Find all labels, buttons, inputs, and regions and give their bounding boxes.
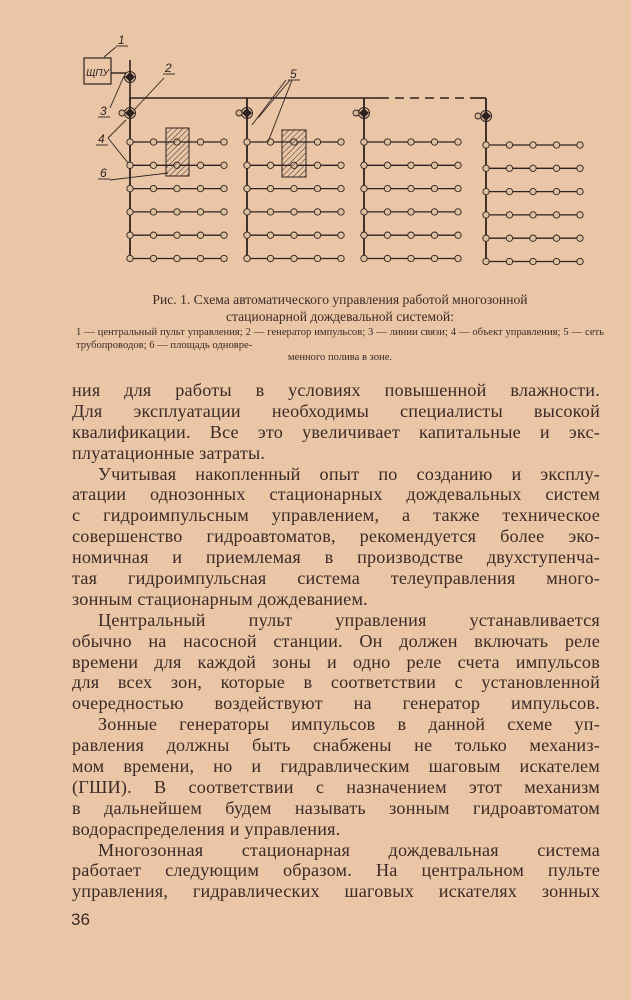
body-text — [72, 380, 600, 902]
sprinkler-icon — [455, 162, 461, 168]
sprinkler-icon — [361, 139, 367, 145]
callout-leader — [134, 78, 164, 110]
generator-icon — [481, 111, 491, 121]
text-line: (ГШИ). В соответствии с назначением этот механизм — [72, 776, 600, 797]
simultaneous-watering-area — [282, 130, 306, 177]
sprinkler-icon — [221, 255, 227, 261]
sprinkler-icon — [431, 255, 437, 261]
control-object-icon — [475, 113, 481, 119]
control-object-icon — [236, 110, 242, 116]
text-line: зонным стационарным дождеванием. — [72, 588, 368, 609]
sprinkler-icon — [267, 162, 273, 168]
sprinkler-icon — [455, 185, 461, 191]
text-line: тая гидроимпульсная система телеуправления много- — [72, 568, 600, 589]
callout-number: 3 — [100, 104, 107, 118]
sprinkler-icon — [455, 139, 461, 145]
text-line: для всех зон, которые в соответствии с установленной — [72, 672, 600, 693]
sprinkler-icon — [150, 255, 156, 261]
callout-leader — [108, 138, 128, 163]
sprinkler-icon — [174, 255, 180, 261]
generator-icon — [125, 72, 135, 82]
sprinkler-icon — [577, 188, 583, 194]
sprinkler-icon — [361, 232, 367, 238]
sprinkler-icon — [150, 209, 156, 215]
sprinkler-icon — [291, 255, 297, 261]
sprinkler-icon — [267, 209, 273, 215]
sprinkler-icon — [384, 255, 390, 261]
sprinkler-icon — [408, 139, 414, 145]
sprinkler-icon — [483, 212, 489, 218]
sprinkler-icon — [553, 188, 559, 194]
sprinkler-icon — [483, 188, 489, 194]
sprinkler-icon — [553, 258, 559, 264]
callout-leader — [110, 76, 124, 108]
sprinkler-icon — [314, 162, 320, 168]
sprinkler-icon — [291, 209, 297, 215]
sprinkler-icon — [530, 188, 536, 194]
sprinkler-icon — [361, 162, 367, 168]
text-line: управления, гидравлических шаговых искателях зонных — [72, 881, 600, 902]
figure-legend — [76, 327, 604, 365]
generator-icon — [242, 108, 252, 118]
sprinkler-icon — [361, 209, 367, 215]
sprinkler-icon — [408, 185, 414, 191]
sprinkler-icon — [244, 139, 250, 145]
callout-leader — [110, 173, 168, 180]
sprinkler-icon — [244, 209, 250, 215]
sprinkler-icon — [483, 142, 489, 148]
sprinkler-icon — [244, 255, 250, 261]
text-line: плуатационные затраты. — [72, 442, 266, 463]
sprinkler-icon — [221, 139, 227, 145]
control-panel-label: ЩПУ — [86, 68, 109, 79]
sprinkler-icon — [577, 142, 583, 148]
text-line: равления должны быть снабжены не только механиз- — [72, 735, 600, 756]
sprinkler-icon — [197, 139, 203, 145]
sprinkler-icon — [244, 162, 250, 168]
sprinkler-icon — [455, 209, 461, 215]
sprinkler-icon — [530, 165, 536, 171]
irrigation-scheme-figure — [0, 0, 631, 285]
sprinkler-icon — [197, 185, 203, 191]
sprinkler-icon — [384, 232, 390, 238]
callout-number: 6 — [100, 166, 107, 180]
sprinkler-icon — [530, 258, 536, 264]
sprinkler-icon — [150, 139, 156, 145]
sprinkler-icon — [221, 209, 227, 215]
sprinkler-icon — [267, 232, 273, 238]
text-line: Для эксплуатации необходимы специалисты высокой — [72, 400, 600, 421]
text-line: мом времени, но и гидравлическим шаговым искателем — [72, 756, 600, 777]
generator-icon — [359, 108, 369, 118]
callout-leader — [258, 80, 290, 118]
callout-number: 5 — [290, 67, 297, 81]
sprinkler-icon — [150, 232, 156, 238]
sprinkler-icon — [530, 235, 536, 241]
sprinkler-icon — [384, 162, 390, 168]
sprinkler-icon — [361, 255, 367, 261]
legend-text-end: менного полива в зоне. — [287, 352, 393, 363]
sprinkler-icon — [314, 139, 320, 145]
sprinkler-icon — [197, 255, 203, 261]
sprinkler-icon — [553, 142, 559, 148]
callout-number: 4 — [98, 132, 105, 146]
sprinkler-icon — [384, 139, 390, 145]
callout-leader — [108, 120, 126, 138]
sprinkler-icon — [530, 212, 536, 218]
page-number: 36 — [71, 910, 90, 929]
sprinkler-icon — [553, 235, 559, 241]
sprinkler-icon — [314, 209, 320, 215]
sprinkler-icon — [361, 185, 367, 191]
sprinkler-icon — [408, 255, 414, 261]
sprinkler-icon — [431, 162, 437, 168]
sprinkler-icon — [291, 232, 297, 238]
sprinkler-icon — [506, 165, 512, 171]
sprinkler-icon — [577, 235, 583, 241]
sprinkler-icon — [408, 162, 414, 168]
text-line: ния для работы в условиях повышенной влажности. — [72, 380, 600, 400]
sprinkler-icon — [530, 142, 536, 148]
sprinkler-icon — [483, 235, 489, 241]
control-object-icon — [119, 110, 125, 116]
sprinkler-icon — [127, 185, 133, 191]
sprinkler-icon — [553, 165, 559, 171]
sprinkler-icon — [431, 209, 437, 215]
callout-leader — [252, 80, 286, 125]
sprinkler-icon — [127, 139, 133, 145]
sprinkler-icon — [408, 232, 414, 238]
sprinkler-icon — [338, 209, 344, 215]
sprinkler-icon — [221, 162, 227, 168]
callout-leader — [104, 47, 116, 57]
text-line: Многозонная стационарная дождевальная система — [98, 839, 600, 860]
sprinkler-icon — [506, 258, 512, 264]
sprinkler-icon — [174, 185, 180, 191]
sprinkler-icon — [455, 255, 461, 261]
sprinkler-icon — [506, 235, 512, 241]
text-line: в дальнейшем будем называть зонным гидроавтоматом — [72, 797, 600, 818]
sprinkler-icon — [127, 209, 133, 215]
sprinkler-icon — [577, 258, 583, 264]
legend-text: 1 — центральный пульт управления; 2 — генератор импульсов; 3 — линии связи; 4 — объект управления; 5 — сеть трубопроводов; 6 — площадь одновре- — [76, 327, 604, 351]
sprinkler-icon — [197, 209, 203, 215]
sprinkler-icon — [577, 212, 583, 218]
sprinkler-icon — [314, 255, 320, 261]
sprinkler-icon — [150, 162, 156, 168]
sprinkler-icon — [314, 185, 320, 191]
caption-line: стационарной дождевальной системой: — [226, 309, 454, 324]
caption-line: Рис. 1. Схема автоматического управления работой многозонной — [152, 292, 528, 307]
sprinkler-icon — [338, 185, 344, 191]
text-line: с гидроимпульсным управлением, а также техническое — [72, 505, 600, 526]
figure-caption-title — [74, 291, 606, 325]
sprinkler-icon — [384, 185, 390, 191]
sprinkler-icon — [431, 185, 437, 191]
sprinkler-icon — [314, 232, 320, 238]
sprinkler-icon — [221, 185, 227, 191]
text-line: очередностью воздействуют на генератор импульсов. — [72, 693, 600, 714]
sprinkler-icon — [408, 209, 414, 215]
sprinkler-icon — [483, 165, 489, 171]
sprinkler-icon — [338, 232, 344, 238]
sprinkler-icon — [197, 162, 203, 168]
text-line: квалификации. Все это увеличивает капитальные и экс- — [72, 421, 600, 442]
sprinkler-icon — [127, 232, 133, 238]
text-line: номичная и приемлемая в производстве двухступенча- — [72, 547, 600, 568]
sprinkler-icon — [553, 212, 559, 218]
text-line: работает следующим образом. На центральном пульте — [72, 860, 600, 881]
sprinkler-icon — [338, 139, 344, 145]
sprinkler-icon — [244, 185, 250, 191]
sprinkler-icon — [291, 185, 297, 191]
sprinkler-icon — [506, 188, 512, 194]
sprinkler-icon — [384, 209, 390, 215]
sprinkler-icon — [506, 212, 512, 218]
text-line: совершенство гидроавтоматов, рекомендуется более эко- — [72, 526, 600, 547]
text-line: Зонные генераторы импульсов в данной схеме уп- — [98, 714, 600, 735]
text-line: Центральный пульт управления устанавливается — [98, 609, 600, 630]
sprinkler-icon — [221, 232, 227, 238]
sprinkler-icon — [267, 185, 273, 191]
sprinkler-icon — [127, 255, 133, 261]
sprinkler-icon — [506, 142, 512, 148]
sprinkler-icon — [197, 232, 203, 238]
sprinkler-icon — [431, 232, 437, 238]
sprinkler-icon — [244, 232, 250, 238]
generator-icon — [125, 108, 135, 118]
sprinkler-icon — [431, 139, 437, 145]
sprinkler-icon — [338, 162, 344, 168]
callout-number: 2 — [165, 61, 172, 75]
sprinkler-icon — [577, 165, 583, 171]
text-line: времени для каждой зоны и одно реле счета импульсов — [72, 651, 600, 672]
callout-number: 1 — [118, 33, 125, 47]
sprinkler-icon — [455, 232, 461, 238]
sprinkler-icon — [150, 185, 156, 191]
simultaneous-watering-area — [166, 128, 189, 176]
text-line: водораспределения и управления. — [72, 818, 341, 839]
text-line: Учитывая накопленный опыт по созданию и эксплу- — [98, 463, 600, 484]
text-line: атации однозонных стационарных дождевальных систем — [72, 484, 600, 505]
sprinkler-icon — [267, 255, 273, 261]
sprinkler-icon — [174, 232, 180, 238]
control-object-icon — [353, 110, 359, 116]
sprinkler-icon — [338, 255, 344, 261]
text-line: обычно на насосной станции. Он должен включать реле — [72, 630, 600, 651]
sprinkler-icon — [483, 258, 489, 264]
sprinkler-icon — [174, 209, 180, 215]
